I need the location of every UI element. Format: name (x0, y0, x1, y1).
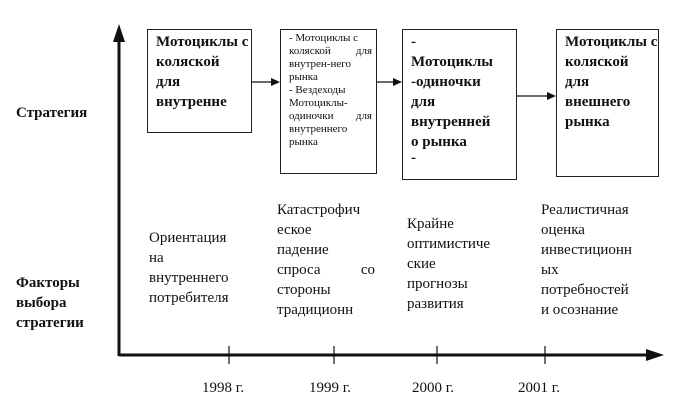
box-line: внутренне (156, 94, 227, 110)
box-line: внутрен-него (289, 58, 351, 70)
factors-row-label (16, 273, 84, 333)
factors-label-line: стратегии (16, 315, 84, 331)
arrowhead-box1-box2 (271, 78, 280, 86)
factor-line: падение (277, 242, 329, 258)
factor-line: прогнозы (407, 276, 468, 292)
box-line: коляской (156, 54, 220, 70)
factor-line: традиционн (277, 302, 354, 318)
year-label-2000: 2000 г. (412, 380, 454, 396)
factor-line: Крайне (407, 216, 454, 232)
factor-line: и осознание (541, 302, 619, 318)
year-label-1998: 1998 г. (202, 380, 244, 396)
factor-line: Катастрофич (277, 202, 361, 218)
factor-line: оптимистиче (407, 236, 491, 252)
box-line: Мотоциклы (411, 54, 493, 70)
factor-1999 (277, 200, 375, 320)
box-line: внутренней (411, 114, 491, 130)
box-line: - Вездеходы (289, 84, 346, 96)
box-line: -одиночки (411, 74, 481, 90)
factor-line: стороны (277, 282, 331, 298)
factor-line: внутреннего (149, 270, 229, 286)
strategy-box-1998 (147, 29, 252, 133)
factor-line: оценка (541, 222, 585, 238)
box-line: - (411, 34, 416, 50)
factor-line: ых (541, 262, 559, 278)
box-line: коляской для (289, 45, 372, 57)
box-line: для (565, 74, 590, 90)
factor-line: развития (407, 296, 464, 312)
strategy-box-2001 (556, 29, 659, 177)
box-line: Мотоциклы- (289, 97, 348, 109)
factor-2001 (541, 200, 632, 320)
factor-1998 (149, 228, 229, 308)
arrowhead-box2-box3 (393, 78, 402, 86)
box-line: внешнего (565, 94, 631, 110)
factor-line: спроса со (277, 262, 375, 278)
factor-line: потребностей (541, 282, 629, 298)
factors-label-line: Факторы (16, 275, 80, 291)
factor-line: на (149, 250, 164, 266)
box-line: одиночки для (289, 110, 372, 122)
horizontal-axis-arrowhead (646, 349, 664, 361)
factor-line: еское (277, 222, 312, 238)
box-line: внутреннего (289, 123, 348, 135)
year-label-1999: 1999 г. (309, 380, 351, 396)
arrowhead-box3-box4 (547, 92, 556, 100)
box-line: рынка (565, 114, 610, 130)
strategy-row-label: Стратегия (16, 105, 88, 121)
box-line: для (156, 74, 181, 90)
box-line: - Мотоциклы с (289, 32, 359, 44)
strategy-box-1999 (280, 29, 377, 174)
factor-line: потребителя (149, 290, 229, 306)
box-line: рынка (289, 71, 318, 83)
box-line: о рынка (411, 134, 467, 150)
box-line: Мотоциклы с (156, 34, 249, 50)
factor-2000 (407, 214, 490, 314)
factors-label-line: выбора (16, 295, 67, 311)
box-line: для (411, 94, 436, 110)
factor-line: инвестиционн (541, 242, 632, 258)
year-label-2001: 2001 г. (518, 380, 560, 396)
box-line: коляской (565, 54, 629, 70)
factor-line: Реалистичная (541, 202, 629, 218)
box-line: Мотоциклы с (565, 34, 658, 50)
factor-line: ские (407, 256, 436, 272)
box-line: рынка (289, 136, 318, 148)
factor-line: Ориентация (149, 230, 227, 246)
box-line: - (411, 150, 416, 166)
vertical-axis-arrowhead (113, 24, 125, 42)
strategy-box-2000 (402, 29, 517, 180)
